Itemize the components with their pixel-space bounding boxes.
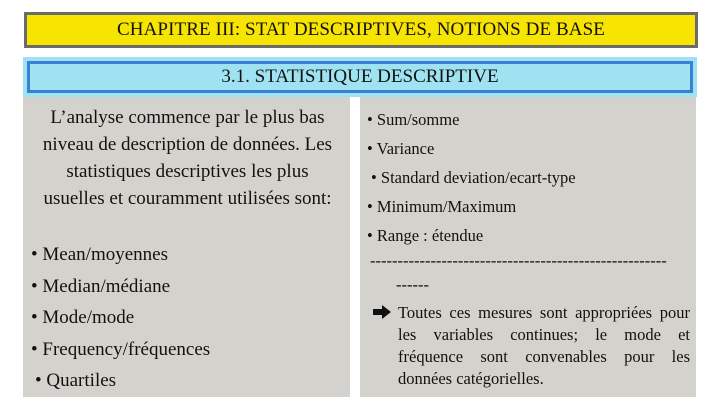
dashed-separator-continuation: ------ [396, 275, 429, 294]
left-content-panel [23, 97, 350, 397]
list-item: • Median/médiane [31, 275, 171, 297]
list-item: • Range : étendue [367, 226, 484, 245]
right-arrow-icon [372, 304, 392, 320]
section-title-bar [23, 57, 697, 97]
list-item: • Quartiles [35, 370, 117, 391]
list-item: • Frequency/fréquences [31, 338, 211, 360]
left-bullet-list [31, 239, 210, 397]
chapter-title-bar [24, 12, 698, 48]
chapter-title: CHAPITRE III: STAT DESCRIPTIVES, NOTIONS DE BASE [117, 19, 605, 40]
list-item: • Mean/moyennes [31, 244, 168, 265]
right-content-panel [360, 97, 696, 397]
list-item: • Standard deviation/ecart-type [371, 168, 576, 187]
list-item: • Sum/somme [367, 110, 460, 129]
dashed-separator: ------------------------------------------------------ [370, 251, 667, 270]
section-title: 3.1. STATISTIQUE DESCRIPTIVE [221, 66, 499, 87]
right-bullet-list [367, 105, 576, 250]
note-text: Toutes ces mesures sont appropriées pour les variables continues; le mode et fréquence sont convenables pour les données catégorielles. [398, 303, 690, 388]
intro-paragraph: L’analyse commence par le plus bas niveau de description de données. Les statistiques descriptives les plus usuelles et couramment utilisées sont: [42, 107, 333, 209]
note-block [372, 302, 690, 390]
list-item: • Minimum/Maximum [367, 197, 517, 216]
list-item: • Variance [367, 139, 435, 158]
section-title-frame [27, 61, 693, 93]
list-item: • Mode/mode [31, 307, 135, 328]
